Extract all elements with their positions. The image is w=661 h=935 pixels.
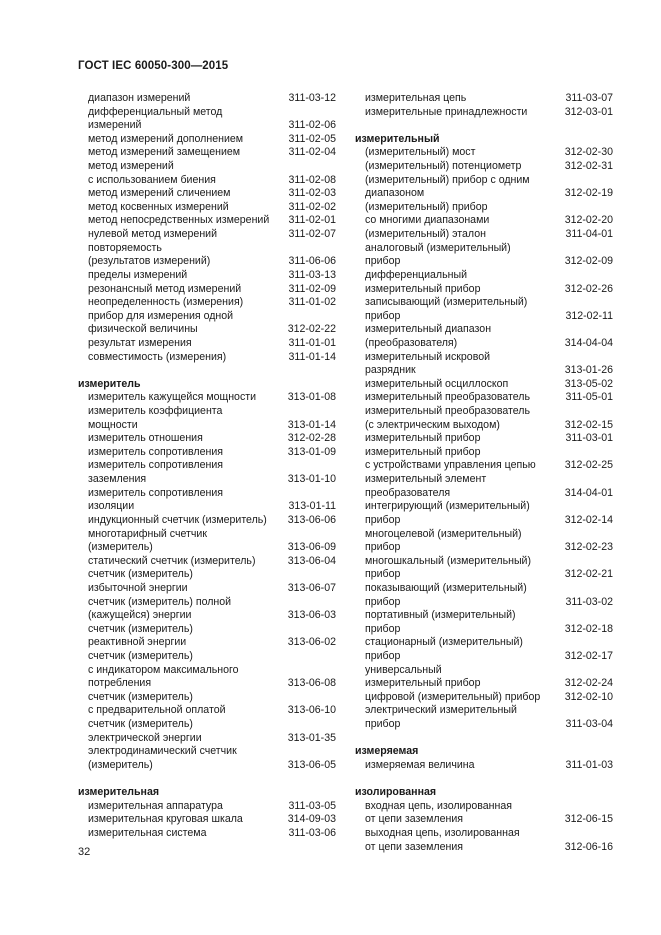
index-entry bbox=[78, 391, 336, 405]
index-entry bbox=[355, 677, 613, 691]
entry-code: 313-06-07 bbox=[287, 581, 336, 594]
index-entry bbox=[78, 555, 336, 569]
index-entry bbox=[355, 283, 613, 297]
entry-term: метод измерений дополнением bbox=[88, 132, 244, 145]
index-entry bbox=[78, 718, 336, 732]
entry-term: (преобразователя) bbox=[365, 336, 458, 349]
entry-code: 312-02-31 bbox=[564, 160, 613, 173]
group-heading bbox=[355, 133, 613, 147]
entry-term: повторяемость bbox=[88, 241, 162, 254]
entry-term: диапазоном bbox=[365, 187, 425, 200]
entry-code: 313-01-09 bbox=[287, 445, 336, 458]
spacer bbox=[78, 772, 336, 786]
entry-term: (кажущейся) энергии bbox=[88, 609, 192, 622]
entry-term: измерительный искровой bbox=[365, 350, 491, 363]
entry-code: 312-02-25 bbox=[564, 459, 613, 472]
index-column-left bbox=[78, 92, 336, 841]
entry-term: метод измерений замещением bbox=[88, 146, 241, 159]
entry-term: статический счетчик (измеритель) bbox=[88, 554, 256, 567]
entry-term: измерительный прибор bbox=[365, 282, 481, 295]
entry-term: дифференциальный bbox=[365, 268, 468, 281]
index-entry bbox=[355, 623, 613, 637]
index-entry bbox=[355, 691, 613, 705]
index-entry bbox=[355, 269, 613, 283]
entry-term: измерительный прибор bbox=[365, 445, 481, 458]
index-entry bbox=[78, 514, 336, 528]
index-entry bbox=[355, 487, 613, 501]
index-entry bbox=[355, 664, 613, 678]
index-entry bbox=[355, 92, 613, 106]
index-entry bbox=[355, 555, 613, 569]
index-entry bbox=[78, 459, 336, 473]
entry-term: метод измерений bbox=[88, 160, 174, 173]
index-entry bbox=[78, 201, 336, 215]
entry-code: 312-02-18 bbox=[564, 622, 613, 635]
entry-term: универсальный bbox=[365, 663, 442, 676]
index-entry bbox=[355, 596, 613, 610]
entry-term: (результатов измерений) bbox=[88, 255, 211, 268]
index-entry bbox=[78, 283, 336, 297]
index-entry bbox=[355, 841, 613, 855]
entry-term: со многими диапазонами bbox=[365, 214, 490, 227]
index-entry bbox=[78, 691, 336, 705]
index-entry bbox=[78, 133, 336, 147]
entry-code: 312-02-28 bbox=[287, 432, 336, 445]
index-entry bbox=[78, 296, 336, 310]
entry-term: измерений bbox=[88, 119, 142, 132]
entry-term: измерительный прибор bbox=[365, 432, 481, 445]
group-heading-text: измеряемая bbox=[355, 745, 419, 758]
entry-term: входная цепь, изолированная bbox=[365, 799, 512, 812]
index-entry bbox=[355, 514, 613, 528]
index-entry bbox=[355, 378, 613, 392]
entry-term: измерительный преобразователь bbox=[365, 405, 530, 418]
entry-code: 313-01-10 bbox=[287, 473, 336, 486]
entry-code: 311-05-01 bbox=[565, 391, 613, 404]
entry-term: записывающий (измерительный) bbox=[365, 296, 528, 309]
entry-code: 312-02-09 bbox=[564, 255, 613, 268]
entry-term: совместимость (измерения) bbox=[88, 350, 227, 363]
entry-term: измеритель коэффициента bbox=[88, 405, 223, 418]
entry-term: счетчик (измеритель) полной bbox=[88, 595, 232, 608]
entry-term: показывающий (измерительный) bbox=[365, 581, 527, 594]
entry-term: счетчик (измеритель) bbox=[88, 649, 193, 662]
entry-term: прибор bbox=[365, 255, 401, 268]
entry-code: 311-02-09 bbox=[288, 282, 336, 295]
entry-term: пределы измерений bbox=[88, 268, 188, 281]
entry-term: измерительная аппаратура bbox=[88, 799, 223, 812]
index-entry bbox=[355, 473, 613, 487]
entry-term: измерительный диапазон bbox=[365, 323, 492, 336]
entry-term: (измерительный) прибор bbox=[365, 200, 488, 213]
entry-code: 312-02-10 bbox=[564, 690, 613, 703]
entry-code: 312-02-15 bbox=[564, 418, 613, 431]
entry-term: (с электрическим выходом) bbox=[365, 418, 500, 431]
entry-term: изоляции bbox=[88, 500, 135, 513]
entry-code: 312-02-26 bbox=[564, 282, 613, 295]
index-entry bbox=[78, 500, 336, 514]
entry-term: счетчик (измеритель) bbox=[88, 568, 193, 581]
index-entry bbox=[78, 106, 336, 120]
index-entry bbox=[355, 296, 613, 310]
entry-code: 312-03-01 bbox=[564, 105, 613, 118]
entry-code: 313-06-05 bbox=[287, 758, 336, 771]
index-entry bbox=[78, 541, 336, 555]
index-entry bbox=[78, 636, 336, 650]
entry-term: выходная цепь, изолированная bbox=[365, 826, 520, 839]
index-entry bbox=[78, 92, 336, 106]
entry-code: 311-02-04 bbox=[288, 146, 336, 159]
index-entry bbox=[78, 310, 336, 324]
index-entry bbox=[78, 732, 336, 746]
entry-term: физической величины bbox=[88, 323, 198, 336]
entry-term: преобразователя bbox=[365, 486, 451, 499]
index-entry bbox=[355, 242, 613, 256]
entry-code: 312-02-22 bbox=[287, 323, 336, 336]
index-entry bbox=[355, 800, 613, 814]
entry-code: 312-02-24 bbox=[564, 677, 613, 690]
entry-code: 312-02-21 bbox=[564, 568, 613, 581]
index-entry bbox=[355, 391, 613, 405]
group-heading bbox=[78, 786, 336, 800]
index-entry bbox=[355, 364, 613, 378]
entry-code: 313-01-26 bbox=[564, 364, 613, 377]
entry-code: 311-02-08 bbox=[288, 173, 336, 186]
entry-term: портативный (измерительный) bbox=[365, 609, 516, 622]
standard-header: ГОСТ IEC 60050-300—2015 bbox=[78, 60, 229, 72]
index-entry bbox=[355, 146, 613, 160]
index-entry bbox=[78, 214, 336, 228]
index-entry bbox=[355, 528, 613, 542]
spacer bbox=[355, 119, 613, 133]
index-entry bbox=[355, 323, 613, 337]
entry-code: 312-02-11 bbox=[565, 309, 613, 322]
entry-term: метод косвенных измерений bbox=[88, 200, 229, 213]
entry-term: измерительный прибор bbox=[365, 677, 481, 690]
entry-term: измерительный элемент bbox=[365, 473, 487, 486]
index-entry bbox=[78, 650, 336, 664]
entry-term: диапазон измерений bbox=[88, 92, 191, 104]
index-entry bbox=[355, 255, 613, 269]
entry-term: заземления bbox=[88, 473, 147, 486]
page-number: 32 bbox=[78, 846, 91, 858]
entry-code: 311-03-13 bbox=[288, 268, 336, 281]
index-entry bbox=[78, 623, 336, 637]
entry-code: 311-03-05 bbox=[288, 799, 336, 812]
entry-term: прибор для измерения одной bbox=[88, 309, 234, 322]
index-entry bbox=[78, 146, 336, 160]
entry-term: (измерительный) потенциометр bbox=[365, 160, 522, 173]
index-entry bbox=[355, 813, 613, 827]
entry-term: метод измерений сличением bbox=[88, 187, 231, 200]
group-heading-text: изолированная bbox=[355, 786, 437, 799]
index-entry bbox=[355, 500, 613, 514]
entry-code: 312-02-20 bbox=[564, 214, 613, 227]
entry-code: 312-02-14 bbox=[564, 513, 613, 526]
entry-term: цифровой (измерительный) прибор bbox=[365, 690, 541, 703]
entry-code: 313-01-35 bbox=[287, 731, 336, 744]
entry-term: измерительная система bbox=[88, 826, 207, 839]
index-entry bbox=[78, 759, 336, 773]
index-entry bbox=[355, 106, 613, 120]
index-entry bbox=[355, 459, 613, 473]
entry-code: 313-01-11 bbox=[288, 500, 336, 513]
index-entry bbox=[78, 187, 336, 201]
entry-term: стационарный (измерительный) bbox=[365, 636, 523, 649]
index-entry bbox=[78, 596, 336, 610]
entry-code: 311-01-03 bbox=[565, 758, 613, 771]
entry-term: электрический измерительный bbox=[365, 704, 517, 717]
index-entry bbox=[78, 405, 336, 419]
index-entry bbox=[78, 174, 336, 188]
entry-term: с использованием биения bbox=[88, 173, 216, 186]
entry-term: (измерительный) прибор с одним bbox=[365, 173, 530, 186]
entry-term: прибор bbox=[365, 513, 401, 526]
index-entry bbox=[355, 310, 613, 324]
index-entry bbox=[355, 187, 613, 201]
entry-code: 311-02-07 bbox=[288, 228, 336, 241]
index-entry bbox=[78, 704, 336, 718]
entry-term: прибор bbox=[365, 309, 401, 322]
index-entry bbox=[78, 351, 336, 365]
entry-term: измеритель отношения bbox=[88, 432, 203, 445]
entry-term: результат измерения bbox=[88, 336, 192, 349]
entry-code: 311-03-07 bbox=[565, 92, 613, 104]
entry-term: счетчик (измеритель) bbox=[88, 690, 193, 703]
entry-code: 314-04-01 bbox=[564, 486, 613, 499]
index-entry bbox=[78, 446, 336, 460]
index-entry bbox=[78, 228, 336, 242]
entry-code: 312-06-16 bbox=[564, 840, 613, 853]
index-entry bbox=[78, 323, 336, 337]
index-entry bbox=[355, 432, 613, 446]
entry-code: 313-01-14 bbox=[287, 418, 336, 431]
entry-term: интегрирующий (измерительный) bbox=[365, 500, 530, 513]
entry-code: 311-03-04 bbox=[565, 718, 613, 731]
entry-code: 311-01-02 bbox=[288, 296, 336, 309]
index-entry bbox=[355, 174, 613, 188]
index-entry bbox=[78, 582, 336, 596]
entry-code: 312-02-17 bbox=[564, 649, 613, 662]
group-heading bbox=[355, 745, 613, 759]
entry-term: измеритель сопротивления bbox=[88, 445, 224, 458]
entry-term: прибор bbox=[365, 595, 401, 608]
entry-term: с устройствами управления цепью bbox=[365, 459, 536, 472]
entry-code: 311-02-02 bbox=[288, 200, 336, 213]
entry-term: (измерительный) мост bbox=[365, 146, 476, 159]
entry-code: 311-01-14 bbox=[288, 350, 336, 363]
index-entry bbox=[355, 541, 613, 555]
entry-code: 313-06-02 bbox=[287, 636, 336, 649]
entry-term: измеряемая величина bbox=[365, 758, 475, 771]
index-entry bbox=[355, 446, 613, 460]
index-entry bbox=[355, 568, 613, 582]
entry-code: 314-09-03 bbox=[287, 813, 336, 826]
index-entry bbox=[355, 636, 613, 650]
entry-code: 311-03-12 bbox=[288, 92, 336, 104]
entry-code: 313-06-04 bbox=[287, 554, 336, 567]
entry-term: счетчик (измеритель) bbox=[88, 622, 193, 635]
entry-code: 312-02-19 bbox=[564, 187, 613, 200]
entry-term: (измеритель) bbox=[88, 758, 153, 771]
index-entry bbox=[78, 473, 336, 487]
entry-code: 313-06-09 bbox=[287, 541, 336, 554]
entry-term: измеритель сопротивления bbox=[88, 459, 224, 472]
entry-term: аналоговый (измерительный) bbox=[365, 241, 511, 254]
entry-code: 311-04-01 bbox=[565, 228, 613, 241]
entry-code: 311-03-06 bbox=[288, 826, 336, 839]
group-heading-text: измеритель bbox=[78, 377, 141, 390]
entry-term: неопределенность (измерения) bbox=[88, 296, 244, 309]
entry-term: измерительный преобразователь bbox=[365, 391, 530, 404]
index-entry bbox=[78, 568, 336, 582]
entry-term: индукционный счетчик (измеритель) bbox=[88, 513, 267, 526]
entry-term: прибор bbox=[365, 718, 401, 731]
index-entry bbox=[78, 664, 336, 678]
entry-term: с предварительной оплатой bbox=[88, 704, 226, 717]
entry-term: резонансный метод измерений bbox=[88, 282, 242, 295]
index-entry bbox=[355, 214, 613, 228]
index-column-right bbox=[355, 92, 613, 854]
index-entry bbox=[78, 813, 336, 827]
entry-term: прибор bbox=[365, 649, 401, 662]
index-entry bbox=[355, 609, 613, 623]
entry-term: потребления bbox=[88, 677, 152, 690]
entry-term: измерительный осциллоскоп bbox=[365, 377, 509, 390]
entry-code: 313-06-03 bbox=[287, 609, 336, 622]
entry-code: 313-06-06 bbox=[287, 513, 336, 526]
index-entry bbox=[355, 160, 613, 174]
group-heading-text: измерительная bbox=[78, 786, 160, 799]
index-entry bbox=[78, 119, 336, 133]
entry-term: прибор bbox=[365, 541, 401, 554]
index-entry bbox=[78, 242, 336, 256]
entry-term: дифференциальный метод bbox=[88, 105, 223, 118]
index-entry bbox=[355, 405, 613, 419]
entry-term: от цепи заземления bbox=[365, 840, 464, 853]
entry-term: метод непосредственных измерений bbox=[88, 214, 270, 227]
entry-term: мощности bbox=[88, 418, 138, 431]
entry-term: измерительные принадлежности bbox=[365, 105, 528, 118]
index-entry bbox=[78, 827, 336, 841]
entry-code: 311-02-03 bbox=[288, 187, 336, 200]
entry-term: избыточной энергии bbox=[88, 581, 188, 594]
index-entry bbox=[78, 528, 336, 542]
entry-term: счетчик (измеритель) bbox=[88, 718, 193, 731]
entry-code: 312-02-23 bbox=[564, 541, 613, 554]
index-entry bbox=[78, 432, 336, 446]
spacer bbox=[78, 364, 336, 378]
entry-term: разрядник bbox=[365, 364, 416, 377]
index-entry bbox=[78, 487, 336, 501]
entry-term: (измеритель) bbox=[88, 541, 153, 554]
entry-term: (измерительный) эталон bbox=[365, 228, 486, 241]
entry-code: 313-01-08 bbox=[287, 391, 336, 404]
entry-code: 313-06-10 bbox=[287, 704, 336, 717]
index-entry bbox=[78, 677, 336, 691]
entry-code: 311-01-01 bbox=[288, 336, 336, 349]
entry-code: 311-02-06 bbox=[288, 119, 336, 132]
entry-code: 311-02-01 bbox=[288, 214, 336, 227]
index-entry bbox=[355, 419, 613, 433]
entry-code: 313-06-08 bbox=[287, 677, 336, 690]
entry-term: электродинамический счетчик bbox=[88, 745, 237, 758]
index-entry bbox=[355, 201, 613, 215]
index-entry bbox=[78, 609, 336, 623]
entry-term: нулевой метод измерений bbox=[88, 228, 218, 241]
entry-term: измерительная круговая шкала bbox=[88, 813, 243, 826]
group-heading bbox=[355, 786, 613, 800]
entry-term: измеритель сопротивления bbox=[88, 486, 224, 499]
entry-term: с индикатором максимального bbox=[88, 663, 239, 676]
entry-term: электрической энергии bbox=[88, 731, 202, 744]
spacer bbox=[355, 732, 613, 746]
entry-term: многотарифный счетчик bbox=[88, 527, 207, 540]
index-entry bbox=[355, 704, 613, 718]
index-entry bbox=[78, 337, 336, 351]
index-entry bbox=[355, 582, 613, 596]
index-entry bbox=[355, 718, 613, 732]
entry-term: измеритель кажущейся мощности bbox=[88, 391, 257, 404]
index-entry bbox=[355, 228, 613, 242]
group-heading bbox=[78, 378, 336, 392]
index-entry bbox=[78, 255, 336, 269]
entry-term: прибор bbox=[365, 568, 401, 581]
entry-code: 314-04-04 bbox=[564, 336, 613, 349]
entry-term: измерительная цепь bbox=[365, 92, 467, 104]
index-entry bbox=[78, 745, 336, 759]
entry-term: многоцелевой (измерительный) bbox=[365, 527, 522, 540]
entry-code: 311-03-01 bbox=[565, 432, 613, 445]
index-entry bbox=[355, 827, 613, 841]
index-entry bbox=[355, 759, 613, 773]
index-entry bbox=[78, 419, 336, 433]
entry-term: многошкальный (измерительный) bbox=[365, 554, 532, 567]
entry-code: 312-06-15 bbox=[564, 813, 613, 826]
entry-term: прибор bbox=[365, 622, 401, 635]
entry-term: реактивной энергии bbox=[88, 636, 187, 649]
group-heading-text: измерительный bbox=[355, 132, 440, 145]
index-entry bbox=[355, 337, 613, 351]
index-entry bbox=[78, 160, 336, 174]
index-entry bbox=[78, 800, 336, 814]
entry-term: от цепи заземления bbox=[365, 813, 464, 826]
entry-code: 311-06-06 bbox=[288, 255, 336, 268]
entry-code: 311-02-05 bbox=[288, 132, 336, 145]
entry-code: 311-03-02 bbox=[565, 595, 613, 608]
entry-code: 313-05-02 bbox=[564, 377, 613, 390]
entry-code: 312-02-30 bbox=[564, 146, 613, 159]
index-entry bbox=[78, 269, 336, 283]
index-entry bbox=[355, 650, 613, 664]
index-entry bbox=[355, 351, 613, 365]
spacer bbox=[355, 772, 613, 786]
